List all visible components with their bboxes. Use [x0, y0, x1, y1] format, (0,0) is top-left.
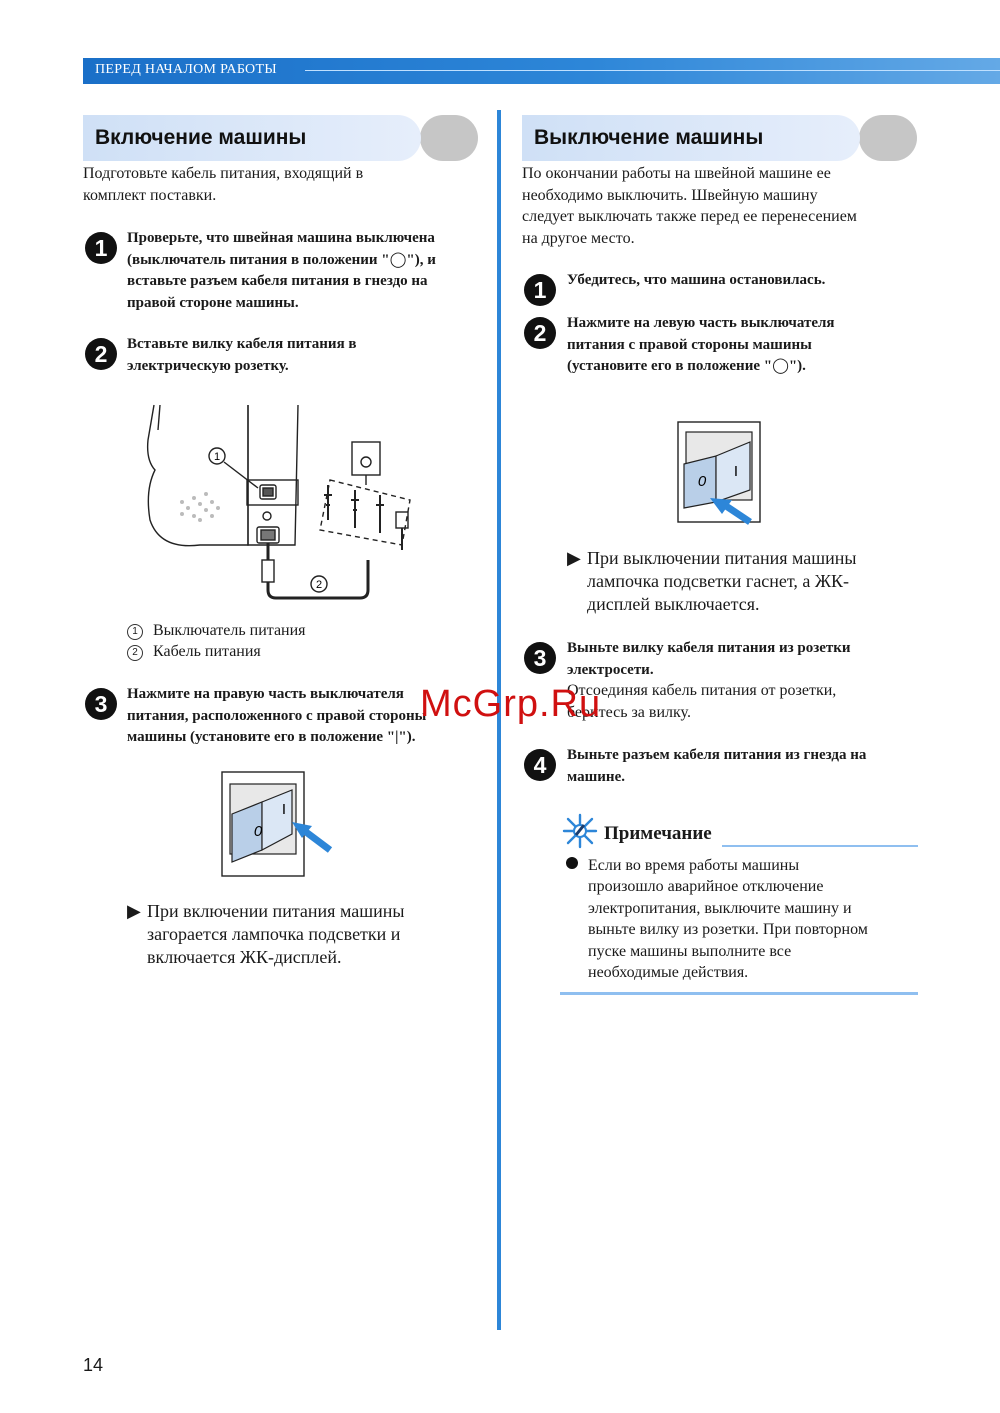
right-step-2-text	[567, 313, 927, 378]
switch-label-off: 0	[253, 823, 263, 840]
legend-text-2: Кабель питания	[153, 643, 261, 660]
watermark: McGrp.Ru	[420, 683, 602, 725]
right-intro-line-3: следует выключать также перед ее перенесением	[522, 208, 857, 225]
right-section-title: Выключение машины	[534, 126, 764, 149]
note-line-1: Если во время работы машины	[588, 857, 800, 874]
right-step-2-line-3: (установите его в положение "◯").	[567, 358, 806, 374]
note-sparkle-icon	[562, 813, 600, 849]
note-bullet	[566, 857, 578, 869]
header-rule	[305, 70, 1000, 71]
note-line-3: электропитания, выключите машину и	[588, 899, 852, 917]
left-step-2-line-1: Вставьте вилку кабеля питания в	[127, 336, 357, 352]
legend-item-1	[127, 620, 306, 641]
switch-label-on: I	[281, 801, 287, 818]
step-1-number: 1	[85, 232, 117, 264]
legend-marker-1: 1	[127, 624, 143, 640]
right-result-line-2: лампочка подсветки гаснет, а ЖК-	[587, 571, 850, 591]
step-2-number: 2	[85, 338, 117, 370]
right-intro-line-4: на другое место.	[522, 229, 635, 247]
right-step-3-text	[567, 638, 927, 681]
right-result-line-1: При выключении питания машины	[587, 548, 857, 568]
right-section-title-box	[522, 115, 860, 161]
step-4-number: 4	[524, 749, 556, 781]
right-step-1-text	[567, 270, 927, 292]
switch-label-off: 0	[697, 473, 707, 490]
power-connection-illustration	[140, 400, 430, 610]
right-step-3-subtext	[567, 680, 927, 723]
legend-item-2	[127, 641, 306, 662]
section-header-bar	[83, 58, 1000, 84]
figure-legend	[127, 620, 306, 662]
left-step-1-text	[127, 228, 487, 314]
note-title: Примечание	[604, 823, 712, 844]
left-section-title-box	[83, 115, 421, 161]
left-step-1-line-3: вставьте разъем кабеля питания в гнездо на	[127, 273, 428, 289]
left-step-2-line-2: электрическую розетку.	[127, 357, 289, 374]
right-step-4-text	[567, 745, 927, 788]
press-arrow-icon	[306, 832, 330, 850]
note-line-2: произошло аварийное отключение	[588, 878, 824, 896]
switch-off-icon	[676, 420, 796, 530]
right-step-4-line-1: Выньте разъем кабеля питания из гнезда на	[567, 747, 867, 763]
figure-callout-2: 2	[315, 579, 323, 591]
left-step-1-line-2: (выключатель питания в положении "◯"), и	[127, 251, 436, 268]
note-line-4: выньте вилку из розетки. При повторном	[588, 921, 868, 939]
right-intro-line-2: необходимо выключить. Швейную машину	[522, 186, 818, 204]
left-step-3-line-1: Нажмите на правую часть выключателя	[127, 686, 404, 702]
page-number: 14	[83, 1355, 104, 1375]
left-step-1-line-1: Проверьте, что швейная машина выключена	[127, 230, 435, 246]
right-step-3-sub-line-2: беритесь за вилку.	[567, 703, 691, 721]
step-2-number: 2	[524, 317, 556, 349]
step-3-number: 3	[524, 642, 556, 674]
legend-text-1: Выключатель питания	[153, 622, 306, 639]
left-result-line-1: При включении питания машины	[147, 901, 405, 921]
left-step-1-line-4: правой стороне машины.	[127, 294, 299, 311]
note-line-6: необходимые действия.	[588, 964, 749, 982]
left-step-2-text	[127, 334, 487, 377]
switch-on-icon	[220, 770, 340, 880]
note-text	[588, 855, 918, 983]
right-step-3-line-1: Выньте вилку кабеля питания из розетки	[567, 640, 851, 656]
left-result-line-3: включается ЖК-дисплей.	[147, 947, 342, 967]
right-step-2-line-2: питания с правой стороны машины	[567, 336, 812, 353]
title-cap-decoration	[420, 115, 478, 161]
left-step-3-line-3: машины (установите его в положение "|").	[127, 729, 416, 745]
right-step-2-line-1: Нажмите на левую часть выключателя	[567, 315, 835, 331]
left-section-title: Включение машины	[95, 126, 307, 149]
right-result-line-3: дисплей выключается.	[587, 594, 760, 614]
step-3-number: 3	[85, 688, 117, 720]
right-step-3-line-2: электросети.	[567, 661, 654, 678]
right-intro-line-1: По окончании работы на швейной машине ее	[522, 165, 831, 182]
section-header-label: ПЕРЕД НАЧАЛОМ РАБОТЫ	[95, 62, 277, 77]
left-step-3-line-2: питания, расположенного с правой стороны	[127, 707, 427, 724]
switch-label-on: I	[733, 463, 739, 480]
right-step-3-sub-line-1: Отсоединяя кабель питания от розетки,	[567, 682, 837, 699]
note-line-5: пуске машины выполните все	[588, 942, 792, 960]
left-intro: Подготовьте кабель питания, входящий в комплект поставки.	[83, 165, 364, 204]
result-triangle-icon: ▶	[567, 548, 581, 568]
legend-marker-2: 2	[127, 645, 143, 661]
right-step-4-line-2: машине.	[567, 768, 625, 785]
note-rule-bottom	[560, 992, 918, 995]
right-intro	[522, 163, 922, 249]
right-step-1-line-1: Убедитесь, что машина остановилась.	[567, 272, 826, 288]
title-cap-decoration	[859, 115, 917, 161]
note-rule-top	[722, 845, 918, 847]
left-result-line-2: загорается лампочка подсветки и	[147, 924, 401, 944]
result-triangle-icon: ▶	[127, 901, 141, 921]
figure-callout-1: 1	[213, 451, 221, 463]
step-1-number: 1	[524, 274, 556, 306]
